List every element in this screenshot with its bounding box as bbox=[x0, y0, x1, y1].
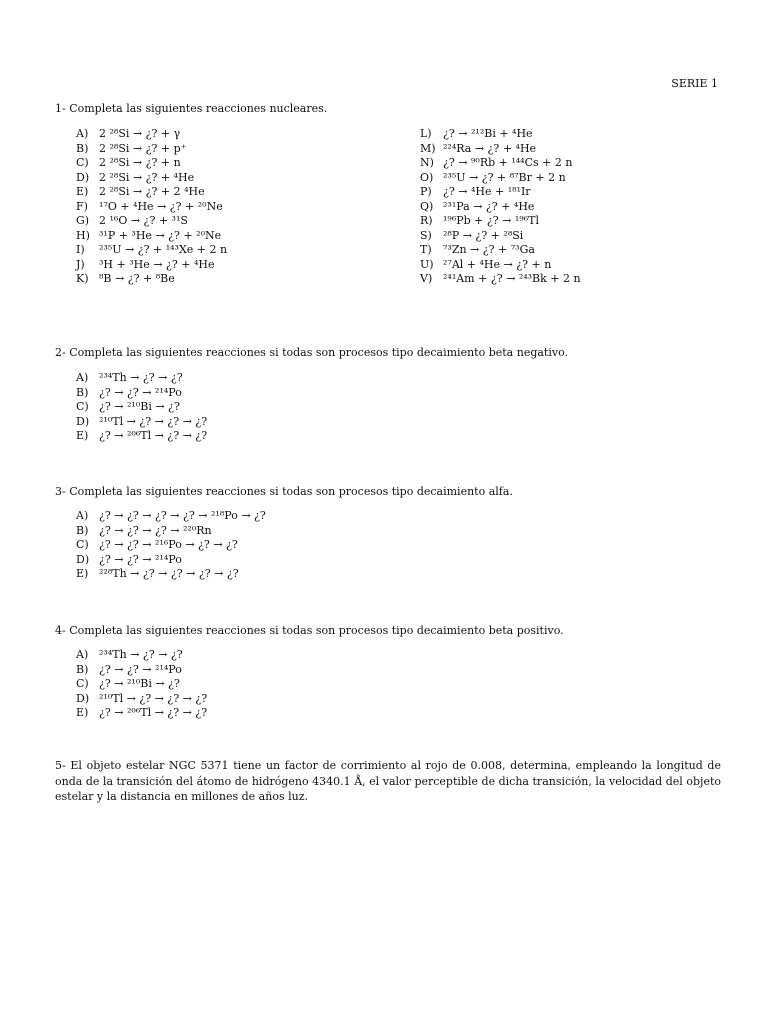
reaction-item bbox=[420, 229, 581, 244]
reaction-item bbox=[420, 272, 581, 287]
reaction-equation: ²⁴¹Am + ¿? → ²⁴³Bk + 2 n bbox=[443, 272, 581, 285]
question-4-title: 4- Completa las siguientes reacciones si todas son procesos tipo decaimiento beta positivo. bbox=[55, 624, 564, 637]
reaction-item bbox=[420, 200, 581, 215]
reaction-equation: ²⁷Al + ⁴He → ¿? + n bbox=[443, 257, 552, 271]
reaction-equation: 2 ²⁸Si → ¿? + γ bbox=[99, 127, 181, 140]
reaction-item bbox=[76, 243, 227, 258]
question-2-list bbox=[76, 371, 207, 444]
question-1-left-list bbox=[76, 127, 227, 287]
reaction-label: H) bbox=[76, 228, 90, 242]
reaction-item bbox=[76, 509, 266, 524]
reaction-item bbox=[76, 567, 266, 582]
reaction-equation: ¿? → ¿? → ²¹⁴Po bbox=[99, 662, 182, 676]
reaction-equation: ²²⁸Th → ¿? → ¿? → ¿? → ¿? bbox=[99, 567, 239, 580]
reaction-label: A) bbox=[76, 648, 89, 661]
reaction-label: S) bbox=[420, 228, 432, 242]
reaction-item bbox=[76, 677, 207, 692]
reaction-item bbox=[420, 127, 581, 142]
reaction-label: B) bbox=[76, 662, 89, 676]
reaction-label: P) bbox=[420, 185, 432, 198]
reaction-label: M) bbox=[420, 141, 436, 155]
reaction-equation: ¿? → ²¹⁰Bi → ¿? bbox=[99, 677, 180, 690]
reaction-equation: ¹⁷O + ⁴He → ¿? + ²⁰Ne bbox=[99, 199, 223, 213]
question-4-list bbox=[76, 648, 207, 721]
reaction-item bbox=[420, 156, 581, 171]
reaction-label: D) bbox=[76, 552, 90, 566]
reaction-item bbox=[76, 127, 227, 142]
reaction-label: C) bbox=[76, 538, 89, 551]
reaction-item bbox=[76, 706, 207, 721]
reaction-item bbox=[76, 142, 227, 157]
reaction-label: D) bbox=[76, 414, 90, 428]
reaction-equation: 2 ²⁸Si → ¿? + ⁴He bbox=[99, 170, 195, 184]
reaction-item bbox=[76, 692, 207, 707]
reaction-equation: ²¹⁰Tl → ¿? → ¿? → ¿? bbox=[99, 414, 208, 428]
reaction-equation: ¹⁹⁶Pb + ¿? → ¹⁹⁶Tl bbox=[443, 214, 539, 227]
reaction-label: D) bbox=[76, 691, 90, 705]
reaction-label: D) bbox=[76, 170, 90, 184]
reaction-label: F) bbox=[76, 199, 88, 213]
reaction-equation: ²³¹Pa → ¿? + ⁴He bbox=[443, 199, 535, 213]
reaction-label: O) bbox=[420, 170, 434, 184]
reaction-equation: 2 ¹⁶O → ¿? + ³¹S bbox=[99, 214, 188, 227]
reaction-equation: ²³⁵U → ¿? + ¹⁴³Xe + 2 n bbox=[99, 243, 228, 256]
reaction-label: A) bbox=[76, 127, 89, 140]
reaction-equation: ⁸B → ¿? + ⁸Be bbox=[99, 272, 175, 285]
reaction-equation: ¿? → ²⁰⁶Tl → ¿? → ¿? bbox=[99, 429, 208, 442]
reaction-equation: ²⁸P → ¿? + ²⁸Si bbox=[443, 228, 524, 242]
reaction-label: K) bbox=[76, 272, 89, 285]
reaction-item bbox=[76, 214, 227, 229]
reaction-item bbox=[76, 200, 227, 215]
reaction-equation: ³H + ³He → ¿? + ⁴He bbox=[99, 257, 215, 271]
reaction-label: C) bbox=[76, 677, 89, 690]
reaction-equation: ¿? → ¿? → ²¹⁶Po → ¿? → ¿? bbox=[99, 538, 238, 551]
reaction-item bbox=[76, 538, 266, 553]
question-5-text: 5- El objeto estelar NGC 5371 tiene un factor de corrimiento al rojo de 0.008, determina, empleando la longitud de onda de la transición del átomo de hidrógeno 4340.1 Å, el valor perceptible de dicha transición, la velocidad del objeto estelar y la distancia en millones de años luz. bbox=[55, 759, 721, 803]
reaction-equation: 2 ²⁸Si → ¿? + p⁺ bbox=[99, 141, 187, 155]
question-2-title: 2- Completa las siguientes reacciones si todas son procesos tipo decaimiento beta negativo. bbox=[55, 346, 569, 359]
question-1-title: 1- Completa las siguientes reacciones nucleares. bbox=[55, 102, 328, 115]
reaction-item bbox=[76, 371, 207, 386]
reaction-equation: ²³⁴Th → ¿? → ¿? bbox=[99, 648, 183, 661]
serie-label: SERIE 1 bbox=[671, 77, 718, 90]
reaction-item bbox=[420, 185, 581, 200]
reaction-label: Q) bbox=[420, 199, 434, 213]
reaction-label: E) bbox=[76, 706, 89, 719]
reaction-item bbox=[420, 258, 581, 273]
reaction-item bbox=[76, 272, 227, 287]
reaction-label: E) bbox=[76, 429, 89, 442]
reaction-equation: ⁷³Zn → ¿? + ⁷³Ga bbox=[443, 243, 535, 256]
reaction-item bbox=[76, 415, 207, 430]
reaction-label: B) bbox=[76, 385, 89, 399]
reaction-item bbox=[76, 386, 207, 401]
reaction-item bbox=[76, 429, 207, 444]
reaction-label: G) bbox=[76, 214, 90, 227]
reaction-item bbox=[420, 171, 581, 186]
reaction-equation: ¿? → ²¹⁰Bi → ¿? bbox=[99, 400, 180, 413]
reaction-equation: ²¹⁰Tl → ¿? → ¿? → ¿? bbox=[99, 691, 208, 705]
reaction-item bbox=[76, 553, 266, 568]
reaction-item bbox=[76, 663, 207, 678]
reaction-label: L) bbox=[420, 127, 432, 140]
reaction-equation: ²³⁵U → ¿? + ⁸⁷Br + 2 n bbox=[443, 170, 566, 184]
reaction-item bbox=[76, 171, 227, 186]
reaction-label: B) bbox=[76, 523, 89, 537]
reaction-item bbox=[76, 400, 207, 415]
reaction-label: E) bbox=[76, 567, 89, 580]
reaction-label: B) bbox=[76, 141, 89, 155]
reaction-item bbox=[76, 524, 266, 539]
reaction-label: E) bbox=[76, 185, 89, 198]
reaction-equation: ¿? → ¿? → ¿? → ¿? → ²¹⁸Po → ¿? bbox=[99, 509, 266, 522]
reaction-label: J) bbox=[76, 257, 85, 271]
reaction-item bbox=[76, 185, 227, 200]
reaction-item bbox=[76, 648, 207, 663]
reaction-item bbox=[76, 258, 227, 273]
reaction-label: R) bbox=[420, 214, 433, 227]
reaction-label: I) bbox=[76, 243, 85, 256]
reaction-equation: ¿? → ¿? → ²¹⁴Po bbox=[99, 385, 182, 399]
reaction-equation: ¿? → ²⁰⁶Tl → ¿? → ¿? bbox=[99, 706, 208, 719]
reaction-label: V) bbox=[420, 272, 433, 285]
question-3-list bbox=[76, 509, 266, 582]
reaction-equation: ²³⁴Th → ¿? → ¿? bbox=[99, 371, 183, 384]
reaction-equation: ¿? → ¿? → ¿? → ²²⁰Rn bbox=[99, 523, 212, 537]
reaction-equation: ¿? → ¿? → ²¹⁴Po bbox=[99, 552, 182, 566]
reaction-label: A) bbox=[76, 371, 89, 384]
reaction-equation: ¿? → ⁴He + ¹⁸¹Ir bbox=[443, 185, 531, 198]
reaction-item bbox=[76, 229, 227, 244]
reaction-label: C) bbox=[76, 400, 89, 413]
reaction-item bbox=[420, 142, 581, 157]
reaction-equation: 2 ²⁸Si → ¿? + n bbox=[99, 156, 181, 169]
reaction-equation: ¿? → ²¹²Bi + ⁴He bbox=[443, 127, 533, 140]
reaction-equation: ¿? → ⁹⁰Rb + ¹⁴⁴Cs + 2 n bbox=[443, 156, 573, 169]
reaction-label: T) bbox=[420, 243, 432, 256]
reaction-equation: ²²⁴Ra → ¿? + ⁴He bbox=[443, 141, 537, 155]
reaction-label: N) bbox=[420, 156, 434, 169]
reaction-item bbox=[76, 156, 227, 171]
reaction-item bbox=[420, 243, 581, 258]
question-3-title: 3- Completa las siguientes reacciones si todas son procesos tipo decaimiento alfa. bbox=[55, 485, 513, 498]
question-1-right-list bbox=[420, 127, 581, 287]
reaction-item bbox=[420, 214, 581, 229]
reaction-label: A) bbox=[76, 509, 89, 522]
reaction-equation: 2 ²⁸Si → ¿? + 2 ⁴He bbox=[99, 185, 205, 198]
reaction-label: U) bbox=[420, 257, 434, 271]
reaction-label: C) bbox=[76, 156, 89, 169]
reaction-equation: ³¹P + ³He → ¿? + ²⁰Ne bbox=[99, 228, 222, 242]
